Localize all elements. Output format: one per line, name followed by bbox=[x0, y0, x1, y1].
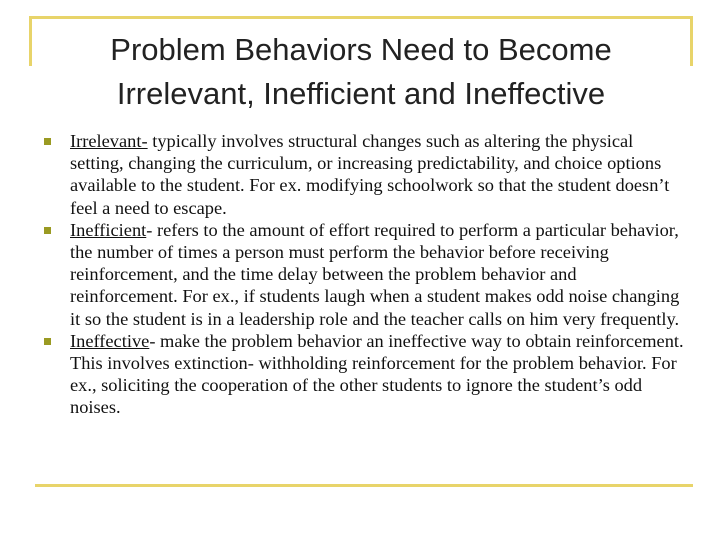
bullet-text: typically involves structural changes such as altering the physical setting, changing the curriculum, or increasing predictability, and choice options available to the student. For ex. modifying schoolwork so that the student doesn’t feel a need to escape. bbox=[70, 131, 670, 218]
bullet-inefficient bbox=[44, 219, 684, 330]
square-bullet-icon bbox=[44, 138, 51, 145]
bullet-ineffective bbox=[44, 330, 684, 419]
bullet-list bbox=[44, 130, 684, 419]
slide-title bbox=[36, 28, 686, 116]
frame-bottom-border bbox=[35, 484, 693, 487]
slide-title-line-1: Problem Behaviors Need to Become bbox=[110, 32, 612, 67]
slide-title-line-2: Irrelevant, Inefficient and Ineffective bbox=[116, 76, 606, 111]
bullet-term: Inefficient bbox=[70, 219, 147, 240]
bullet-term: Ineffective bbox=[70, 330, 150, 351]
frame-right-border bbox=[690, 16, 693, 66]
bullet-text: - refers to the amount of effort required to perform a particular behavior, the number of times a person must perform the behavior before receiving reinforcement, and the time delay between the problem behavior and reinforcement. For ex., if students laugh when a student makes odd noise changing it so the student is in a leadership role and the teacher calls on him very frequently. bbox=[70, 219, 680, 329]
bullet-text: - make the problem behavior an ineffective way to obtain reinforcement. This involves extinction- withholding reinforcement for the problem behavior. For ex., soliciting the cooperation of the other students to ignore the student’s odd noises. bbox=[70, 330, 684, 418]
square-bullet-icon bbox=[44, 227, 51, 234]
bullet-irrelevant bbox=[44, 130, 684, 219]
frame-left-border bbox=[29, 16, 32, 66]
frame-top-border bbox=[29, 16, 693, 19]
bullet-term: Irrelevant- bbox=[70, 131, 148, 151]
square-bullet-icon bbox=[44, 338, 51, 345]
